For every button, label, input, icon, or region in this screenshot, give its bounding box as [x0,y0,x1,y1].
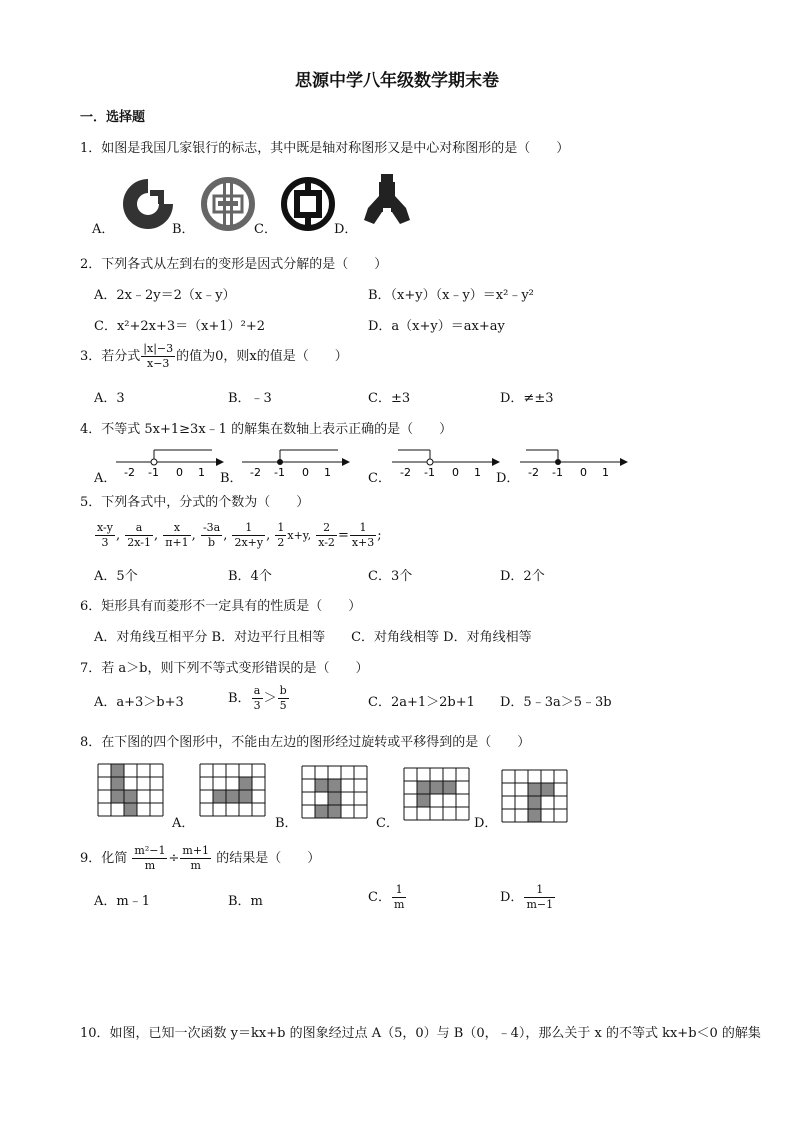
question-2-stem: 2．下列各式从左到右的变形是因式分解的是（ ） [80,257,388,272]
q4c-tick-label: -1 [424,466,435,479]
q8-grid [502,770,567,822]
q8-grid [200,764,265,816]
question-10-stem: 10．如图，已知一次函数 y＝kx+b 的图象经过点 A（5，0）与 B（0，﹣4），那么关于 x 的不等式 kx+b＜0 的解集 [80,1026,761,1041]
q5-tail: x+y, [287,529,312,542]
q5-option-d: D．2个 [500,569,545,584]
q1-option-c: C． [254,222,277,237]
q8-shaded-cell [528,796,541,809]
q2-option-a: A．2x﹣2y＝2（x﹣y） [94,288,236,303]
q1-option-a: A． [92,222,115,237]
q7-den: 5 [279,699,287,712]
q3-option-b: B．﹣3 [228,391,272,406]
q9-fraction [180,844,211,873]
q4a-tick-label: -2 [124,466,135,479]
q8-grid [98,764,163,816]
q5-den: 3 [101,536,109,549]
q9-suffix: 的结果是（ ） [216,851,321,866]
q8-shaded-cell [443,781,456,794]
q5-den: 2 [277,536,285,549]
q5-den: x+3 [351,536,375,549]
q8-shaded-cell [328,792,341,805]
q4-option-d: D． [496,471,520,486]
q9-option-b: B．m [228,894,263,909]
q7-option-b: B． $\frac{a}{3}$ ＞ $\frac{b}{5}$ [228,684,287,712]
q4c-tick-label: 0 [452,466,459,479]
q8-shaded-cell [226,790,239,803]
q5-den: x-2 [318,536,335,549]
q1-option-b: B． [172,222,195,237]
section-heading: 一．选择题 [80,110,146,125]
q9-option-d [500,882,556,914]
q9-num: m²−1 [134,844,166,857]
q7-option-c: C．2a+1＞2b+1 [368,695,475,710]
q9-num: m+1 [182,844,210,857]
q5-num: 1 [277,521,285,534]
q5-den: 2x-1 [127,536,151,549]
q5-option-c: C．3个 [368,569,413,584]
q7-num: b [279,684,287,697]
q7-option-d: D．5﹣3a＞5﹣3b [500,695,612,710]
q9-num: 1 [524,883,555,898]
q3-option-d: D．≠±3 [500,391,554,406]
q8-option-a: A． [172,816,195,831]
q5-den: b [208,536,216,549]
q4-option-c: C． [368,471,391,486]
q9-prefix: 9．化简 [80,851,128,866]
q2-option-d: D．a（x+y）＝ax+ay [368,319,505,334]
question-1-stem: 1．如图是我国几家银行的标志，其中既是轴对称图形又是中心对称图形的是（ ） [80,141,570,156]
q4d-tick-label: 0 [580,466,587,479]
q4a-tick-label: 0 [176,466,183,479]
q9-den: m [190,859,201,872]
q9-den: m [393,898,405,911]
q9-fraction [392,883,406,912]
q9-num: 1 [392,883,406,898]
q4b-tick-label: -1 [274,466,285,479]
q4b-tick-label: 1 [324,466,331,479]
q5-expressions: $\frac{x-y}{3}$ , $\frac{a}{2x-1}$ , $\frac{x}{\pi+1}$ , $\frac{-3a}{b}$ , $\frac{1}{2x+y}$ , $\frac{1}{2}$ x+y, $\frac{2}{x-2}$ = $\frac{1}{x+3}$ ; [97,521,382,549]
q8-shaded-cell [328,779,341,792]
q8-shaded-cell [239,790,252,803]
q5-num: 1 [232,521,265,536]
q5-option-a: A．5个 [94,569,138,584]
q4c-tick-label: -2 [400,466,411,479]
q8-shaded-cell [528,783,541,796]
q9-den: m [144,859,156,872]
q4b-tick-label: 0 [302,466,309,479]
q4-option-a: A． [94,471,117,486]
q8-shaded-cell [541,783,554,796]
q6-options: A．对角线互相平分 B．对边平行且相等 C．对角线相等 D．对角线相等 [94,630,532,645]
q8-shaded-cell [124,803,137,816]
q3-numerator: |x|−3 [143,342,174,355]
q8-shaded-cell [417,794,430,807]
q1-option-d: D． [334,222,358,237]
q2-option-b: B．（x+y）（x﹣y）＝x²﹣y² [368,288,534,303]
q4d-tick-label: 1 [602,466,609,479]
q8-shaded-cell [430,781,443,794]
q9-option-c [368,882,407,914]
question-9-stem [80,842,320,876]
q4c-tick-label: 1 [474,466,481,479]
question-8-stem: 8．在下图的四个图形中，不能由左边的图形经过旋转或平移得到的是（ ） [80,735,531,750]
q9-divide: ÷ [168,851,180,866]
q5-num: a [125,521,153,536]
q8-shaded-cell [111,764,124,777]
q8-shaded-cell [315,779,328,792]
q8-shaded-cell [213,790,226,803]
q7-den: 3 [253,699,261,712]
q5-den: 2x+y [234,536,264,549]
q5-num: -3a [202,521,221,534]
q4-option-b: B． [220,471,243,486]
q8-option-b: B． [275,816,298,831]
q5-den: π+1 [165,536,189,549]
q7-option-a: A．a+3＞b+3 [94,695,184,710]
q8-grid [302,766,367,818]
q9-d-label: D． [500,890,524,905]
q4d-tick-label: -1 [552,466,563,479]
question-6-stem: 6．矩形具有而菱形不一定具有的性质是（ ） [80,599,362,614]
q8-shaded-cell [315,805,328,818]
q8-shaded-cell [111,790,124,803]
q8-shaded-cell [328,805,341,818]
q5-num: 1 [350,521,376,536]
q3-denominator: x−3 [146,357,170,370]
q8-shaded-cell [417,781,430,794]
q8-option-d: D． [474,816,498,831]
q8-shaded-cell [124,790,137,803]
q2-option-c: C．x²+2x+3＝（x+1）²+2 [94,319,266,334]
q5-num: 2 [316,521,337,536]
q3-suffix: 的值为0，则x的值是（ ） [176,349,348,364]
q4a-tick-label: -1 [148,466,159,479]
q8-shaded-cell [528,809,541,822]
q8-grid [404,768,469,820]
q8-option-c: C． [376,816,399,831]
q5-num: x [163,521,190,536]
q7-num: a [252,684,263,699]
q9-fraction [132,844,167,873]
q9-den: m−1 [526,898,554,911]
q4b-tick-label: -2 [250,466,261,479]
q3-option-a: A．3 [94,391,125,406]
q4d-tick-label: -2 [528,466,539,479]
q3-option-c: C．±3 [368,391,411,406]
q3-prefix: 3．若分式 [80,349,141,364]
q5-num: x-y [97,521,113,534]
q9-fraction [524,883,555,912]
page-title: 思源中学八年级数学期末卷 [295,71,499,91]
question-5-stem: 5．下列各式中，分式的个数为（ ） [80,495,310,510]
question-7-stem: 7．若 a＞b，则下列不等式变形错误的是（ ） [80,661,369,676]
q9-option-a: A．m﹣1 [94,894,150,909]
q9-c-label: C． [368,890,391,905]
q4a-tick-label: 1 [198,466,205,479]
q8-shaded-cell [111,777,124,790]
q5-option-b: B．4个 [228,569,272,584]
q8-shaded-cell [239,777,252,790]
question-4-stem: 4．不等式 5x+1≥3x﹣1 的解集在数轴上表示正确的是（ ） [80,422,453,437]
q7-b-label: B． [228,691,251,706]
